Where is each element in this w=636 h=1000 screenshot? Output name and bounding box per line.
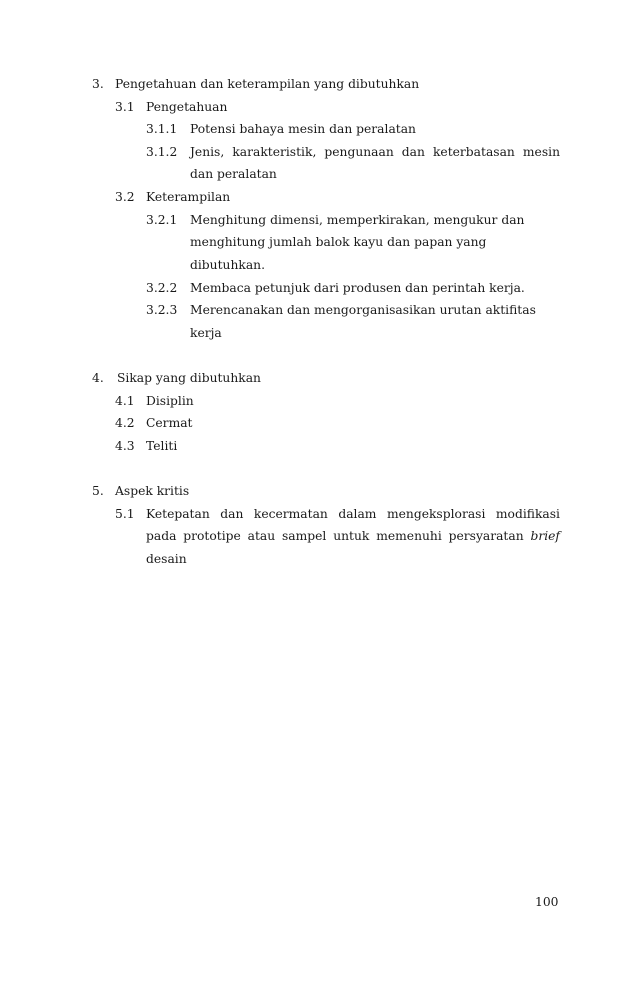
item-number: 3.1.1 [146, 122, 178, 136]
item-text: Merencanakan dan mengorganisasikan urutan aktifitas [190, 303, 536, 317]
item-text: dan peralatan [190, 167, 277, 181]
subsection-text: desain [146, 552, 187, 566]
section-number: 5. [92, 484, 104, 498]
item-text: Menghitung dimensi, memperkirakan, mengukur dan [190, 213, 525, 227]
section-number: 3. [92, 77, 104, 91]
subsection-title: Pengetahuan [146, 100, 228, 114]
subsection-number: 5.1 [115, 507, 135, 521]
subsection-title: Disiplin [146, 394, 194, 408]
item-text: Jenis, karakteristik, pengunaan dan keterbatasan mesin [190, 145, 560, 159]
item-text: Membaca petunjuk dari produsen dan perintah kerja. [190, 281, 525, 295]
subsection-text: Ketepatan dan kecermatan dalam mengeksplorasi modifikasi [146, 507, 560, 521]
section-number: 4. [92, 371, 104, 385]
subsection-number: 4.3 [115, 439, 135, 453]
subsection-title: Keterampilan [146, 190, 231, 204]
page-number: 100 [535, 895, 559, 909]
item-number: 3.2.2 [146, 281, 178, 295]
subsection-text: pada prototipe atau sampel untuk memenuhi persyaratan [146, 529, 524, 543]
item-text: menghitung jumlah balok kayu dan papan yang [190, 235, 487, 249]
section-title: Sikap yang dibutuhkan [117, 371, 261, 385]
item-text: dibutuhkan. [190, 258, 265, 272]
item-number: 3.2.3 [146, 303, 178, 317]
item-number: 3.1.2 [146, 145, 178, 159]
subsection-title: Cermat [146, 416, 193, 430]
section-title: Pengetahuan dan keterampilan yang dibutuhkan [115, 77, 420, 91]
item-text: Potensi bahaya mesin dan peralatan [190, 122, 416, 136]
subsection-title: Teliti [146, 439, 178, 453]
subsection-number: 3.1 [115, 100, 135, 114]
subsection-text-line [146, 528, 560, 544]
subsection-number: 3.2 [115, 190, 135, 204]
item-text: kerja [190, 326, 222, 340]
subsection-number: 4.2 [115, 416, 135, 430]
item-number: 3.2.1 [146, 213, 178, 227]
subsection-number: 4.1 [115, 394, 135, 408]
italic-term: brief [530, 529, 560, 543]
section-title: Aspek kritis [115, 484, 190, 498]
